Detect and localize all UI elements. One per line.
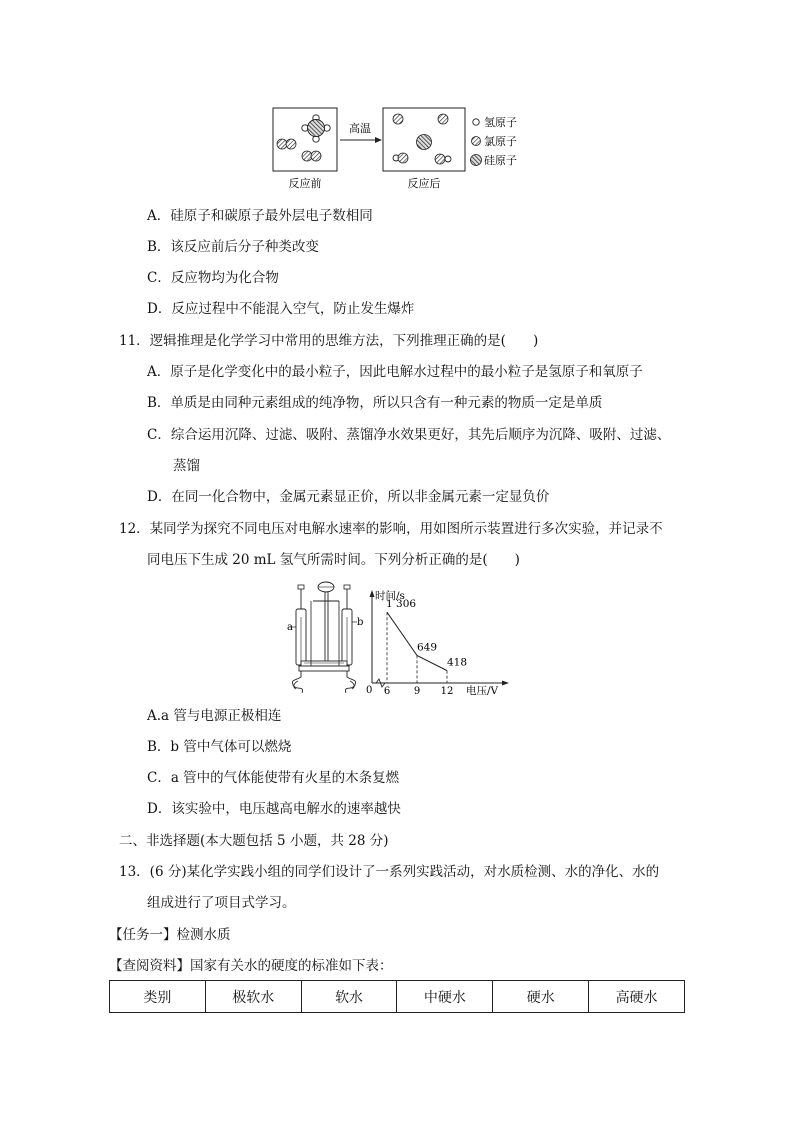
q11-option-b: B．单质是由同种元素组成的纯净物，所以只含有一种元素的物质一定是单质 xyxy=(147,395,603,411)
x-axis-label: 电压/V xyxy=(466,685,499,695)
legend xyxy=(471,115,518,167)
q10-option-a: A．硅原子和碳原子最外层电子数相同 xyxy=(147,208,373,224)
q12-option-b: B．b 管中气体可以燃烧 xyxy=(147,739,292,755)
tube-b-label: b xyxy=(357,617,364,628)
x-tick-label: 12 xyxy=(440,686,454,695)
q13-line2: 组成进行了项目式学习。 xyxy=(147,895,296,911)
q10-option-b: B．该反应前后分子种类改变 xyxy=(147,239,319,255)
data-label: 649 xyxy=(417,641,438,654)
tube-a-label: a xyxy=(287,622,293,633)
h2-molecule xyxy=(277,139,296,149)
q11-option-d: D．在同一化合物中，金属元素显正价，所以非金属元素一定显负价 xyxy=(147,489,550,505)
table-cell: 类别 xyxy=(110,981,206,1013)
q12-option-c: C．a 管中的气体能使带有火星的木条复燃 xyxy=(147,770,400,786)
electrolysis-apparatus xyxy=(287,577,365,697)
h2-molecule xyxy=(302,151,321,161)
q12-stem-line1: 12．某同学为探究不同电压对电解水速率的影响，用如图所示装置进行多次实验，并记录不 xyxy=(119,521,663,537)
q13-line1: 13．(6 分)某化学实践小组的同学们设计了一系列实践活动，对水质检测、水的净化、水的 xyxy=(119,864,660,880)
reaction-diagram xyxy=(270,104,540,192)
hcl-molecule xyxy=(435,154,451,164)
before-label: 反应前 xyxy=(288,177,322,190)
origin-label: 0 xyxy=(366,685,373,695)
legend-chlorine: 氯原子 xyxy=(484,135,517,148)
lookup-heading: 【查阅资料】国家有关水的硬度的标准如下表： xyxy=(109,958,393,974)
q11-stem: 11．逻辑推理是化学学习中常用的思维方法，下列推理正确的是( ) xyxy=(119,333,539,349)
section-heading: 二、非选择题(本大题包括 5 小题，共 28 分) xyxy=(119,833,389,849)
q10-option-d: D．反应过程中不能混入空气，防止发生爆炸 xyxy=(147,301,415,317)
silicon-atom-icon xyxy=(471,155,482,166)
data-label: 1 306 xyxy=(386,598,417,611)
chlorine-atom-icon xyxy=(472,137,481,146)
table-cell: 高硬水 xyxy=(589,981,685,1013)
sicl4-molecule xyxy=(302,115,330,142)
data-label: 418 xyxy=(447,656,468,669)
x-tick-label: 6 xyxy=(383,686,391,695)
after-label: 反应后 xyxy=(407,177,441,190)
voltage-time-chart xyxy=(362,585,512,695)
table-row xyxy=(110,981,685,1013)
legend-silicon: 硅原子 xyxy=(484,154,517,167)
x-tick-label: 9 xyxy=(413,686,421,695)
task1-heading: 【任务一】检测水质 xyxy=(109,927,231,943)
legend-hydrogen: 氢原子 xyxy=(484,116,517,129)
q11-option-c-cont: 蒸馏 xyxy=(173,458,200,474)
arrow-label: 高温 xyxy=(349,122,371,135)
hcl-molecule xyxy=(393,153,408,163)
q10-option-c: C．反应物均为化合物 xyxy=(147,270,279,286)
table-cell: 极软水 xyxy=(205,981,301,1013)
table-cell: 软水 xyxy=(301,981,397,1013)
y-axis-label: 时间/s xyxy=(375,590,405,602)
q12-option-a: A.a 管与电源正极相连 xyxy=(147,708,282,724)
table-cell: 硬水 xyxy=(493,981,589,1013)
table-cell: 中硬水 xyxy=(397,981,493,1013)
hydrogen-atom-icon xyxy=(473,119,479,125)
q11-option-c: C．综合运用沉降、过滤、吸附、蒸馏净水效果更好，其先后顺序为沉降、吸附、过滤、 xyxy=(147,427,671,443)
q11-option-a: A．原子是化学变化中的最小粒子，因此电解水过程中的最小粒子是氢原子和氧原子 xyxy=(147,364,643,380)
hardness-table xyxy=(109,980,685,1013)
q12-option-d: D．该实验中，电压越高电解水的速率越快 xyxy=(147,801,401,817)
q12-stem-line2: 同电压下生成 20 mL 氢气所需时间。下列分析正确的是( ) xyxy=(147,552,520,568)
